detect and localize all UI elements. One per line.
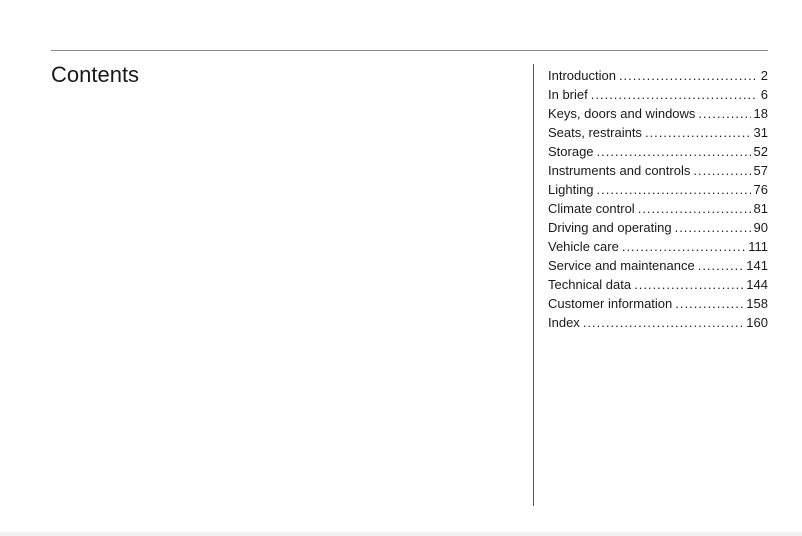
toc-entry-page: 160 [746, 315, 768, 330]
toc-entry-page: 141 [746, 258, 768, 273]
toc-leader-dots [583, 313, 743, 332]
page-bottom-edge [0, 532, 802, 536]
toc-entry-title: Index [548, 315, 580, 330]
toc-entry-storage[interactable] [548, 142, 768, 161]
toc-leader-dots [591, 85, 758, 104]
page-title: Contents [51, 62, 140, 87]
toc-entry-title: In brief [548, 87, 588, 102]
toc-entry-instruments-controls[interactable] [548, 161, 768, 180]
toc-entry-page: 31 [753, 125, 768, 140]
toc-entry-title: Instruments and controls [548, 163, 691, 178]
top-rule [51, 50, 768, 51]
toc-leader-dots [675, 294, 743, 313]
toc-leader-dots [597, 180, 751, 199]
toc-entry-title: Keys, doors and windows [548, 106, 696, 121]
toc-entry-title: Technical data [548, 277, 632, 292]
toc-entry-page: 2 [760, 68, 768, 83]
toc-leader-dots [638, 199, 751, 218]
table-of-contents [548, 66, 768, 332]
toc-entry-page: 90 [753, 220, 768, 235]
toc-entry-climate-control[interactable] [548, 199, 768, 218]
toc-entry-service-maintenance[interactable] [548, 256, 768, 275]
toc-entry-title: Storage [548, 144, 594, 159]
toc-entry-driving-operating[interactable] [548, 218, 768, 237]
toc-entry-lighting[interactable] [548, 180, 768, 199]
toc-entry-title: Customer information [548, 296, 673, 311]
toc-leader-dots [597, 142, 751, 161]
toc-entry-title: Climate control [548, 201, 635, 216]
toc-entry-page: 6 [760, 87, 768, 102]
column-divider [533, 64, 534, 506]
toc-entry-page: 52 [753, 144, 768, 159]
toc-entry-seats-restraints[interactable] [548, 123, 768, 142]
toc-entry-page: 57 [753, 163, 768, 178]
toc-entry-keys-doors-windows[interactable] [548, 104, 768, 123]
toc-entry-customer-information[interactable] [548, 294, 768, 313]
toc-leader-dots [634, 275, 743, 294]
toc-entry-page: 158 [746, 296, 768, 311]
toc-leader-dots [619, 66, 758, 85]
toc-leader-dots [675, 218, 751, 237]
toc-entry-vehicle-care[interactable] [548, 237, 768, 256]
toc-leader-dots [645, 123, 751, 142]
toc-leader-dots [698, 104, 750, 123]
toc-entry-page: 76 [753, 182, 768, 197]
toc-entry-in-brief[interactable] [548, 85, 768, 104]
toc-entry-title: Seats, restraints [548, 125, 642, 140]
toc-entry-index[interactable] [548, 313, 768, 332]
toc-leader-dots [693, 161, 750, 180]
toc-entry-title: Service and maintenance [548, 258, 695, 273]
toc-entry-page: 111 [748, 239, 768, 254]
toc-entry-title: Lighting [548, 182, 594, 197]
toc-entry-page: 81 [753, 201, 768, 216]
toc-entry-title: Introduction [548, 68, 616, 83]
toc-leader-dots [622, 237, 745, 256]
toc-entry-page: 144 [746, 277, 768, 292]
toc-entry-technical-data[interactable] [548, 275, 768, 294]
toc-entry-title: Driving and operating [548, 220, 672, 235]
toc-leader-dots [698, 256, 744, 275]
toc-entry-introduction[interactable] [548, 66, 768, 85]
toc-entry-page: 18 [753, 106, 768, 121]
toc-entry-title: Vehicle care [548, 239, 619, 254]
